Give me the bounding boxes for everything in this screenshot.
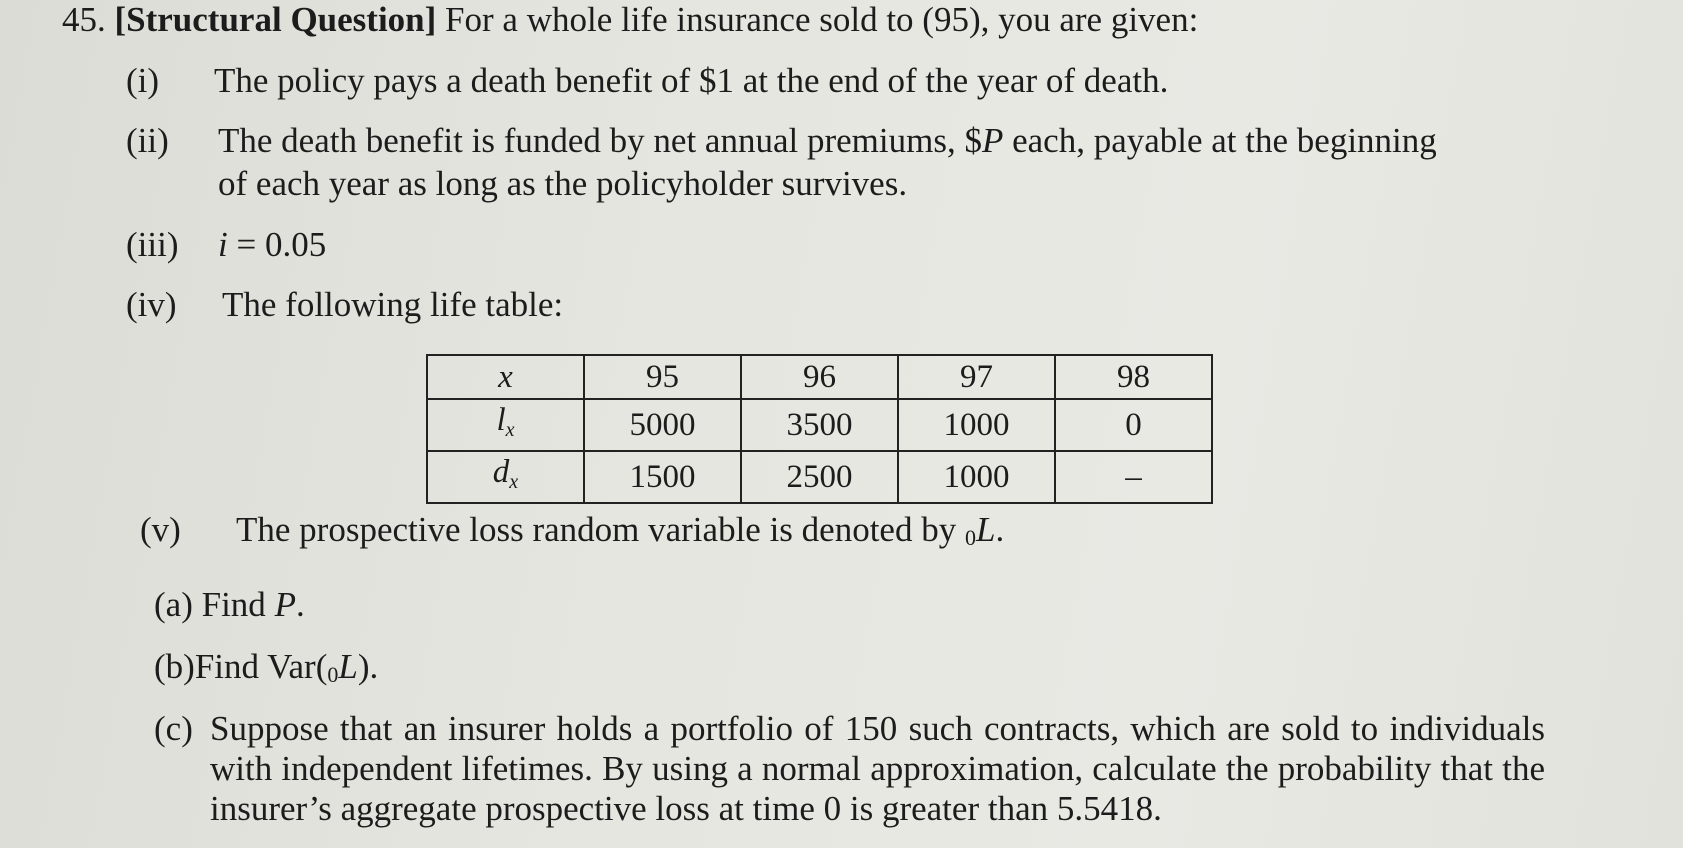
row-label-subscript: x (509, 471, 519, 493)
given-item-ii-continuation: of each year as long as the policyholder survives. (218, 164, 908, 203)
given-item-i (126, 61, 1168, 101)
question-number: 45. (62, 0, 106, 39)
given-label: (ii) (126, 121, 169, 160)
life-table (426, 354, 1213, 504)
table-cell: 1000 (898, 451, 1055, 503)
part-c-label: (c) (154, 709, 193, 748)
table-cell: 1500 (584, 451, 741, 503)
loss-subscript: 0 (327, 662, 339, 687)
question-tag: [Structural Question] (114, 0, 437, 39)
given-label: (iv) (126, 285, 177, 324)
table-cell: 3500 (741, 399, 898, 451)
table-row-label (427, 451, 584, 503)
row-label-symbol: l (496, 402, 506, 438)
given-text-tail: . (995, 510, 1005, 549)
loss-subscript: 0 (964, 525, 976, 550)
row-label-symbol: d (492, 454, 510, 490)
given-text: The prospective loss random variable is denoted by (236, 510, 965, 549)
given-item-v (140, 510, 1004, 558)
row-label-subscript: x (505, 419, 515, 441)
given-text: = 0.05 (227, 225, 327, 264)
given-item-iv (126, 285, 563, 325)
given-item-ii (126, 121, 1437, 161)
given-label: (iii) (126, 225, 179, 264)
table-cell: 1000 (898, 399, 1055, 451)
part-label: (a) (154, 585, 193, 624)
part-c-text: Suppose that an insurer holds a portfolio of 150 such contracts, which are sold to individuals with independent lifetimes. By using a normal approximation, calculate the probability that the insurer’s aggregate prospective loss at time 0 is greater than 5.5418. (210, 709, 1545, 828)
part-text: Find Var( (194, 647, 328, 686)
question-header (62, 0, 1198, 40)
table-cell: 0 (1055, 399, 1212, 451)
table-cell: 2500 (741, 451, 898, 503)
given-label: (i) (126, 61, 160, 100)
table-row (427, 399, 1212, 451)
premium-variable: P (981, 121, 1004, 160)
table-cell: 95 (584, 355, 741, 399)
part-a (154, 585, 305, 625)
given-text: The policy pays a death benefit of $1 at the end of the year of death. (214, 61, 1169, 100)
part-label: (b) (154, 647, 195, 686)
table-cell: 98 (1055, 355, 1212, 399)
part-text: Find (201, 585, 275, 624)
table-row (427, 355, 1212, 399)
table-cell: 96 (741, 355, 898, 399)
given-text: The death benefit is funded by net annual premiums, $ (218, 121, 982, 160)
loss-variable: L (975, 510, 996, 549)
premium-variable: P (274, 585, 296, 624)
given-item-iii (126, 225, 326, 265)
part-text-tail: ). (357, 647, 379, 686)
table-header-label: x (427, 355, 584, 399)
part-text-tail: . (295, 585, 305, 624)
table-cell: – (1055, 451, 1212, 503)
part-b (154, 647, 378, 695)
given-text: The following life table: (222, 285, 564, 324)
given-label: (v) (140, 510, 181, 549)
given-text-tail: each, payable at the beginning (1003, 121, 1437, 160)
table-cell: 5000 (584, 399, 741, 451)
question-intro: For a whole life insurance sold to (95), you are given: (445, 0, 1199, 39)
table-row (427, 451, 1212, 503)
loss-variable: L (338, 647, 358, 686)
table-row-label (427, 399, 584, 451)
interest-variable: i (218, 225, 228, 264)
table-cell: 97 (898, 355, 1055, 399)
